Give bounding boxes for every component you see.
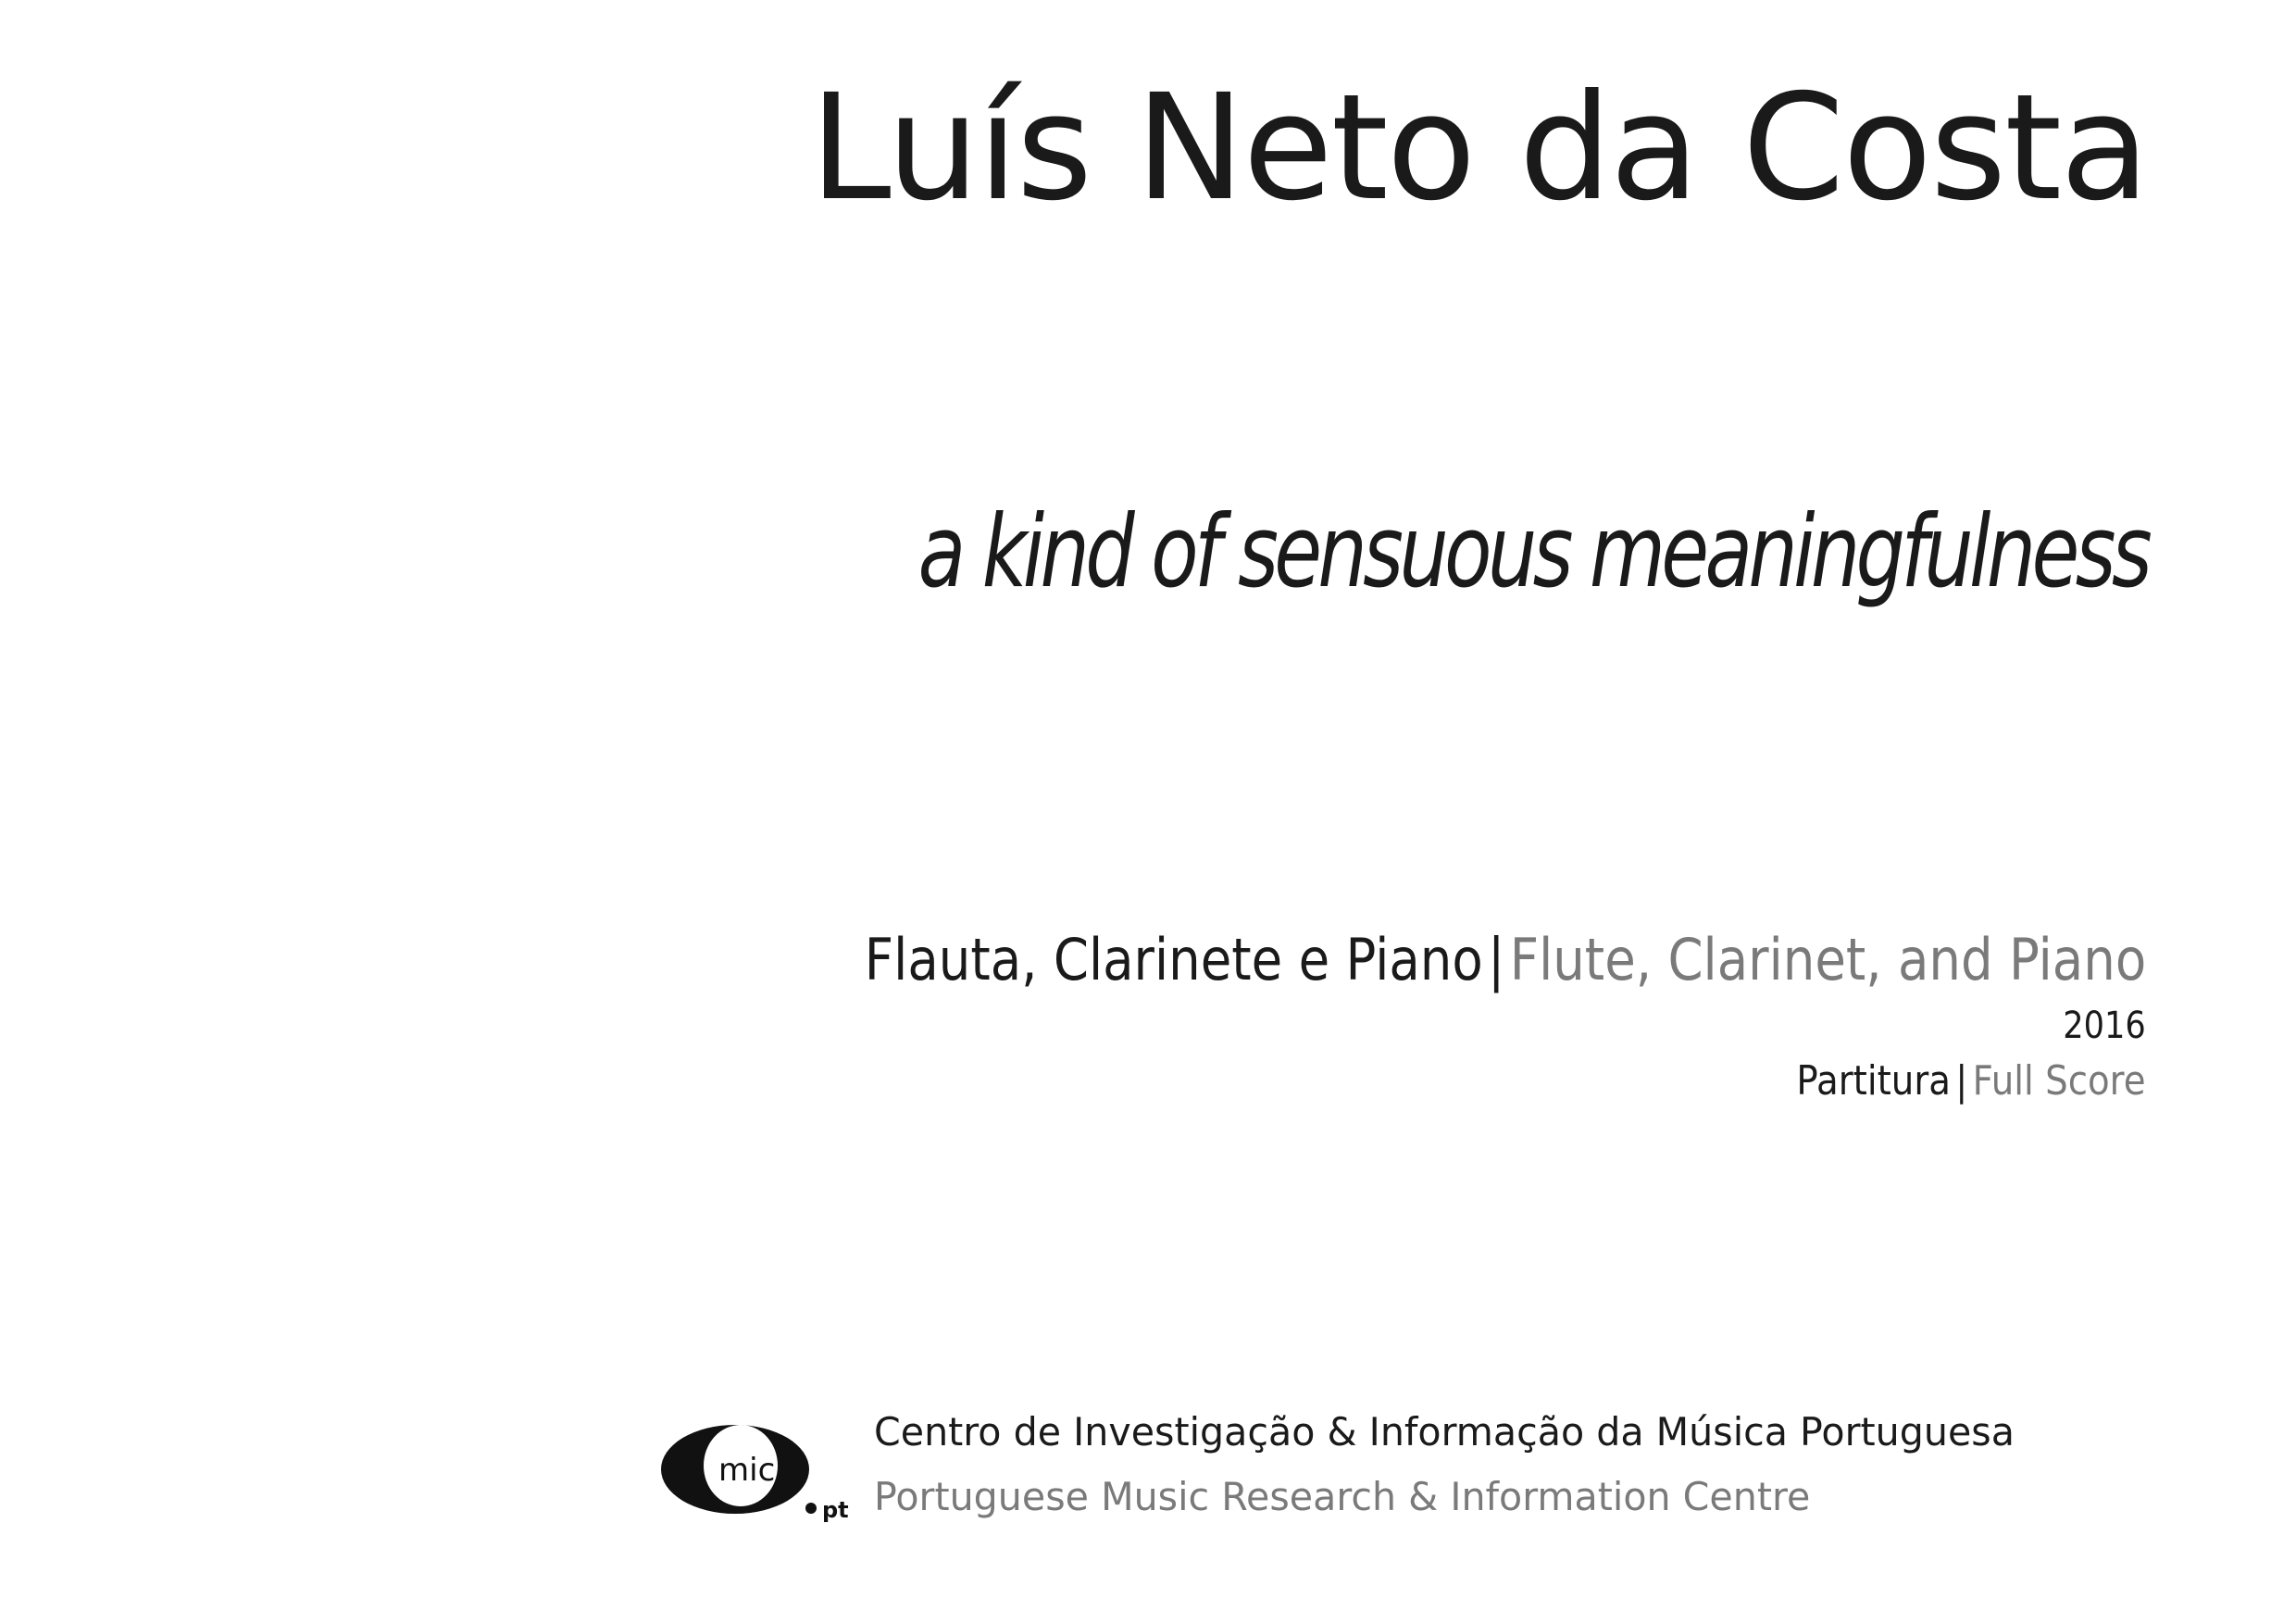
publisher-name-en: Portuguese Music Research & Information Centre bbox=[874, 1474, 1811, 1520]
logo-text: mic bbox=[718, 1452, 776, 1489]
instrumentation-pt: Flauta, Clarinete e Piano bbox=[864, 926, 1483, 993]
instrumentation-en: Flute, Clarinet, and Piano bbox=[1509, 926, 2146, 993]
mic-logo-icon bbox=[659, 1421, 854, 1523]
mic-logo bbox=[659, 1421, 854, 1523]
separator: | bbox=[1955, 1057, 1968, 1105]
separator: | bbox=[1487, 926, 1505, 993]
instrumentation-line bbox=[865, 926, 2146, 994]
composer-name: Luís Neto da Costa bbox=[809, 63, 2148, 233]
score-type-line bbox=[1797, 1057, 2146, 1106]
work-title: a kind of sensuous meaningfulness bbox=[917, 494, 2148, 610]
composition-year: 2016 bbox=[2063, 1005, 2146, 1047]
publisher-names bbox=[874, 1409, 2015, 1521]
logo-suffix: pt bbox=[822, 1497, 849, 1523]
publisher-name-pt: Centro de Investigação & Informação da Música Portuguesa bbox=[874, 1409, 2015, 1454]
score-type-en: Full Score bbox=[1973, 1057, 2146, 1105]
score-type-pt: Partitura bbox=[1796, 1057, 1952, 1105]
